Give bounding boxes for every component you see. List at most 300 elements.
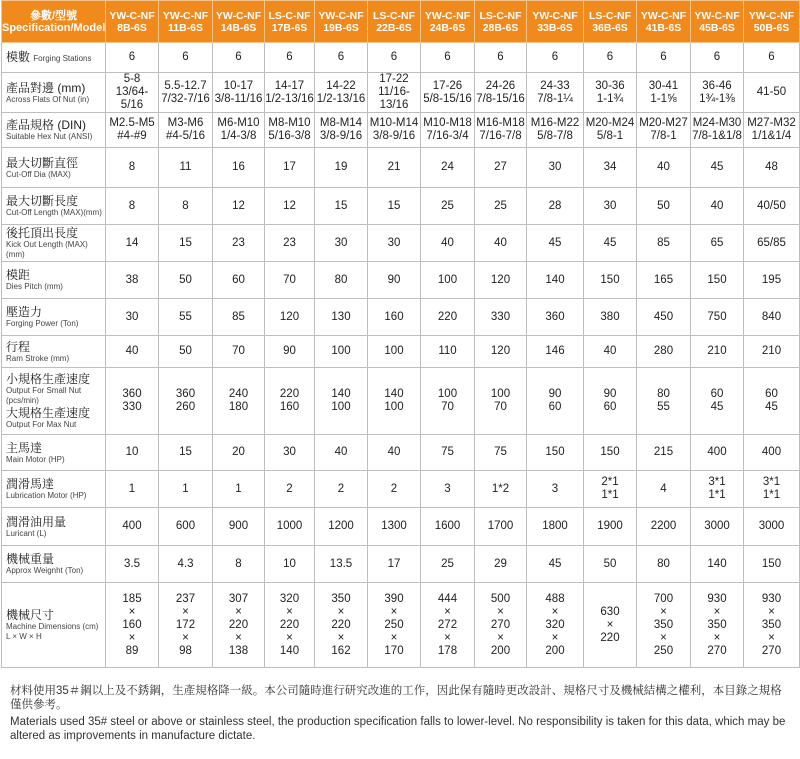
table-cell: 1800 — [527, 508, 584, 546]
row-label — [2, 73, 106, 113]
table-cell: 30-41 1-1⅝ — [637, 73, 691, 113]
table-cell: 14-22 1/2-13/16 — [315, 73, 368, 113]
table-cell: 120 — [475, 336, 527, 368]
table-cell: 25 — [421, 546, 475, 583]
table-cell: 488 × 320 × 200 — [527, 583, 584, 668]
table-cell: M6-M10 1/4-3/8 — [213, 113, 265, 148]
model-number: 45B-6S — [699, 21, 735, 34]
table-cell: 13.5 — [315, 546, 368, 583]
table-cell: 80 — [637, 546, 691, 583]
table-cell: 100 — [421, 262, 475, 299]
table-cell: 28 — [527, 188, 584, 225]
table-cell: 400 — [744, 435, 800, 471]
table-cell: 34 — [584, 148, 637, 188]
table-cell: 45 — [691, 148, 744, 188]
label-en: Kick Out Length (MAX)(mm) — [6, 240, 88, 259]
table-cell: 10-17 3/8-11/16 — [213, 73, 265, 113]
table-cell: M3-M6 #4-5/16 — [159, 113, 213, 148]
table-cell: 6 — [159, 43, 213, 73]
table-row — [2, 299, 800, 336]
table-cell: 45 — [527, 225, 584, 262]
table-cell: 2200 — [637, 508, 691, 546]
table-row — [2, 368, 800, 435]
model-series: LS-C-NF — [373, 9, 415, 22]
table-cell: 307 × 220 × 138 — [213, 583, 265, 668]
footer-note-zh: 材料使用35＃鋼以上及不銹鋼，生產規格降一級。本公司隨時進行研究改進的工作，因此保有隨時更改設計、規格尺寸及機械結構之權利，本目錄之規格僅供參考。 — [10, 685, 782, 711]
table-cell: 11 — [159, 148, 213, 188]
table-row — [2, 336, 800, 368]
table-cell: 220 160 — [265, 368, 315, 435]
table-cell: 600 — [159, 508, 213, 546]
table-cell: 840 — [744, 299, 800, 336]
table-cell: 15 — [159, 225, 213, 262]
table-cell: 237 × 172 × 98 — [159, 583, 213, 668]
table-cell: 75 — [475, 435, 527, 471]
label-zh: 模距 — [6, 268, 31, 282]
spec-model-header — [2, 1, 106, 43]
table-cell: 90 — [265, 336, 315, 368]
table-cell: 140 — [691, 546, 744, 583]
table-cell: 24-33 7/8-1¼ — [527, 73, 584, 113]
table-cell: 1000 — [265, 508, 315, 546]
table-cell: 400 — [691, 435, 744, 471]
table-cell: M8-M14 3/8-9/16 — [315, 113, 368, 148]
table-cell: 29 — [475, 546, 527, 583]
table-cell: 400 — [106, 508, 159, 546]
label-en: Forging Power (Ton) — [6, 319, 79, 328]
row-label — [2, 368, 106, 435]
table-cell: 140 — [527, 262, 584, 299]
table-cell: 25 — [421, 188, 475, 225]
table-cell: 185 × 160 × 89 — [106, 583, 159, 668]
table-cell: 36-46 1¾-1⅜ — [691, 73, 744, 113]
table-cell: 38 — [106, 262, 159, 299]
table-cell: 30 — [368, 225, 421, 262]
table-cell: 50 — [584, 546, 637, 583]
table-cell: M27-M32 1/1&1/4 — [744, 113, 800, 148]
label-en: Across Flats Of Nut (in) — [6, 94, 90, 104]
table-cell: 450 — [637, 299, 691, 336]
model-number: 8B-6S — [117, 21, 147, 34]
table-cell: 6 — [584, 43, 637, 73]
label-zh: 產品對邊 (mm) — [6, 80, 86, 95]
table-cell: 380 — [584, 299, 637, 336]
table-cell: 17 — [368, 546, 421, 583]
table-cell: 80 55 — [637, 368, 691, 435]
table-cell: 100 70 — [475, 368, 527, 435]
table-cell: M16-M18 7/16-7/8 — [475, 113, 527, 148]
table-cell: 40/50 — [744, 188, 800, 225]
table-row — [2, 113, 800, 148]
table-cell: 3 — [421, 471, 475, 508]
row-label — [2, 336, 106, 368]
table-cell: 100 70 — [421, 368, 475, 435]
model-series: YW-C-NF — [318, 9, 364, 22]
model-header — [637, 1, 691, 43]
table-cell: 930 × 350 × 270 — [691, 583, 744, 668]
label-en: Approx Weignht (Ton) — [6, 566, 84, 575]
table-cell: 100 — [315, 336, 368, 368]
label-zh: 壓造力 — [6, 305, 43, 319]
table-cell: 90 60 — [527, 368, 584, 435]
table-cell: 17 — [265, 148, 315, 188]
table-cell: 360 260 — [159, 368, 213, 435]
table-cell: 220 — [421, 299, 475, 336]
table-cell: 55 — [159, 299, 213, 336]
label-en: Forging Stations — [33, 54, 92, 63]
table-cell: 6 — [691, 43, 744, 73]
table-cell: 210 — [744, 336, 800, 368]
table-cell: 50 — [637, 188, 691, 225]
table-cell: 1 — [213, 471, 265, 508]
label-en: Dies Pitch (mm) — [6, 282, 63, 291]
table-cell: 240 180 — [213, 368, 265, 435]
table-cell: 140 100 — [315, 368, 368, 435]
table-cell: 30 — [106, 299, 159, 336]
table-cell: 8 — [106, 188, 159, 225]
table-cell: 8 — [159, 188, 213, 225]
table-cell: 8 — [213, 546, 265, 583]
table-row — [2, 43, 800, 73]
table-cell: 70 — [265, 262, 315, 299]
table-cell: 320 × 220 × 140 — [265, 583, 315, 668]
row-label — [2, 299, 106, 336]
table-cell: 120 — [475, 262, 527, 299]
table-cell: 6 — [744, 43, 800, 73]
row-label — [2, 225, 106, 262]
model-number: 28B-6S — [482, 21, 519, 34]
model-series: YW-C-NF — [748, 9, 795, 22]
table-cell: 3000 — [691, 508, 744, 546]
table-row — [2, 262, 800, 299]
table-row — [2, 188, 800, 225]
table-cell: 150 — [584, 435, 637, 471]
table-cell: 2 — [368, 471, 421, 508]
table-cell: 85 — [637, 225, 691, 262]
label-zh: 機械重量 — [6, 552, 55, 566]
table-cell: 24-26 7/8-15/16 — [475, 73, 527, 113]
table-cell: 900 — [213, 508, 265, 546]
table-cell: 4.3 — [159, 546, 213, 583]
table-cell: 48 — [744, 148, 800, 188]
model-number: 14B-6S — [220, 21, 257, 34]
label-en: Lubrication Motor (HP) — [6, 491, 87, 500]
table-cell: 2 — [315, 471, 368, 508]
table-row — [2, 148, 800, 188]
table-cell: 500 × 270 × 200 — [475, 583, 527, 668]
table-cell: 14-17 1/2-13/16 — [265, 73, 315, 113]
table-cell: 27 — [475, 148, 527, 188]
table-cell: 19 — [315, 148, 368, 188]
table-cell: M10-M14 3/8-9/16 — [368, 113, 421, 148]
table-cell: M16-M22 5/8-7/8 — [527, 113, 584, 148]
label-en: Cut-Off Length (MAX)(mm) — [6, 208, 102, 217]
table-cell: 210 — [691, 336, 744, 368]
model-series: YW-C-NF — [215, 9, 262, 22]
model-number: 50B-6S — [753, 21, 790, 34]
row-label — [2, 435, 106, 471]
model-series: YW-C-NF — [532, 9, 578, 22]
table-cell: 41-50 — [744, 73, 800, 113]
header-row — [2, 1, 800, 43]
table-cell: 195 — [744, 262, 800, 299]
table-cell: 50 — [159, 336, 213, 368]
model-header — [475, 1, 527, 43]
model-number: 33B-6S — [537, 21, 573, 34]
model-header — [691, 1, 744, 43]
spec-header-en: Specification/Model — [2, 21, 106, 34]
label-zh: 機械尺寸 — [6, 608, 55, 622]
table-cell: 165 — [637, 262, 691, 299]
spec-header-zh: 參數/型號 — [29, 9, 78, 22]
table-cell: 30 — [527, 148, 584, 188]
model-series: LS-C-NF — [268, 9, 311, 22]
model-header — [315, 1, 368, 43]
table-cell: 6 — [213, 43, 265, 73]
table-cell: 30-36 1-1¾ — [584, 73, 637, 113]
table-cell: 24 — [421, 148, 475, 188]
table-cell: 444 × 272 × 178 — [421, 583, 475, 668]
table-cell: 4 — [637, 471, 691, 508]
model-header — [106, 1, 159, 43]
label-zh: 小規格生產速度 — [6, 372, 91, 386]
table-cell: 350 × 220 × 162 — [315, 583, 368, 668]
model-number: 22B-6S — [376, 21, 412, 34]
table-cell: 100 — [368, 336, 421, 368]
table-cell: 40 — [106, 336, 159, 368]
table-cell: 65 — [691, 225, 744, 262]
label-zh: 最大切斷長度 — [6, 194, 79, 208]
model-header — [744, 1, 800, 43]
table-cell: 30 — [315, 225, 368, 262]
table-cell: 1 — [159, 471, 213, 508]
table-cell: 6 — [106, 43, 159, 73]
table-cell: 160 — [368, 299, 421, 336]
label-zh: 模數 — [6, 50, 31, 64]
table-cell: 10 — [265, 546, 315, 583]
table-cell: 5.5-12.7 7/32-7/16 — [159, 73, 213, 113]
table-cell: 1600 — [421, 508, 475, 546]
table-cell: 30 — [584, 188, 637, 225]
table-cell: M2.5-M5 #4-#9 — [106, 113, 159, 148]
table-cell: 90 — [368, 262, 421, 299]
model-series: YW-C-NF — [640, 9, 687, 22]
label-en-2: Output For Max Nut — [6, 420, 77, 429]
table-cell: 150 — [691, 262, 744, 299]
table-cell: 16 — [213, 148, 265, 188]
row-label — [2, 471, 106, 508]
model-header — [213, 1, 265, 43]
model-series: YW-C-NF — [109, 9, 155, 22]
row-label — [2, 43, 106, 73]
specification-table — [1, 0, 800, 668]
table-cell: 140 100 — [368, 368, 421, 435]
label-en: Suitable Hex Nut (ANSI) — [6, 132, 93, 141]
table-cell: 6 — [421, 43, 475, 73]
table-row — [2, 435, 800, 471]
table-cell: 2 — [265, 471, 315, 508]
table-cell: 6 — [315, 43, 368, 73]
table-cell: 5-8 13/64-5/16 — [106, 73, 159, 113]
table-cell: 12 — [213, 188, 265, 225]
row-label — [2, 508, 106, 546]
table-cell: 85 — [213, 299, 265, 336]
table-cell: 40 — [584, 336, 637, 368]
model-header — [159, 1, 213, 43]
label-zh: 最大切斷直徑 — [6, 155, 79, 170]
table-cell: 40 — [368, 435, 421, 471]
table-cell: 15 — [315, 188, 368, 225]
table-row — [2, 546, 800, 583]
row-label — [2, 113, 106, 148]
label-en: Output For Small Nut (pcs/min) — [6, 386, 82, 405]
table-cell: 90 60 — [584, 368, 637, 435]
table-cell: M8-M10 5/16-3/8 — [265, 113, 315, 148]
table-cell: 3 — [527, 471, 584, 508]
table-cell: 40 — [475, 225, 527, 262]
model-header — [265, 1, 315, 43]
table-cell: 6 — [368, 43, 421, 73]
table-cell: 280 — [637, 336, 691, 368]
footer-notes — [10, 684, 790, 746]
table-cell: 930 × 350 × 270 — [744, 583, 800, 668]
label-zh: 主馬達 — [6, 440, 43, 455]
table-cell: 3*1 1*1 — [744, 471, 800, 508]
table-cell: 1 — [106, 471, 159, 508]
table-cell: 20 — [213, 435, 265, 471]
table-cell: 40 — [421, 225, 475, 262]
table-cell: 6 — [475, 43, 527, 73]
model-series: YW-C-NF — [162, 9, 209, 22]
table-cell: 17-26 5/8-15/16 — [421, 73, 475, 113]
model-series: YW-C-NF — [424, 9, 471, 22]
model-series: LS-C-NF — [479, 9, 522, 22]
table-cell: 40 — [637, 148, 691, 188]
model-series: YW-C-NF — [694, 9, 740, 22]
label-zh: 後托頂出長度 — [6, 226, 79, 240]
table-cell: 3*1 1*1 — [691, 471, 744, 508]
table-cell: 3.5 — [106, 546, 159, 583]
model-number: 17B-6S — [271, 21, 308, 34]
table-cell: 65/85 — [744, 225, 800, 262]
model-header — [368, 1, 421, 43]
table-cell: 630 × 220 — [584, 583, 637, 668]
label-en: Ram Stroke (mm) — [6, 353, 70, 363]
table-cell: 3000 — [744, 508, 800, 546]
label-en: Luricant (L) — [6, 528, 47, 538]
row-label — [2, 148, 106, 188]
table-cell: 146 — [527, 336, 584, 368]
label-zh: 行程 — [6, 339, 31, 354]
table-row — [2, 583, 800, 668]
footer-note-en: Materials used 35# steel or above or stainless steel, the production specification falls to lower-level. No responsibility is taken for this data, which may be altered as improvements in manufacture dictate. — [10, 716, 786, 742]
model-header — [527, 1, 584, 43]
table-cell: 14 — [106, 225, 159, 262]
table-cell: 60 45 — [744, 368, 800, 435]
table-cell: 75 — [421, 435, 475, 471]
table-cell: 1700 — [475, 508, 527, 546]
table-cell: 1*2 — [475, 471, 527, 508]
table-cell: 60 — [213, 262, 265, 299]
table-cell: M20-M24 5/8-1 — [584, 113, 637, 148]
table-cell: 1900 — [584, 508, 637, 546]
model-number: 36B-6S — [592, 21, 628, 34]
table-cell: 215 — [637, 435, 691, 471]
label-zh-2: 大規格生產速度 — [6, 406, 91, 420]
table-cell: 1200 — [315, 508, 368, 546]
table-row — [2, 73, 800, 113]
table-row — [2, 471, 800, 508]
table-cell: 23 — [213, 225, 265, 262]
table-cell: M24-M30 7/8-1&1/8 — [691, 113, 744, 148]
table-cell: 150 — [584, 262, 637, 299]
table-cell: 23 — [265, 225, 315, 262]
row-label — [2, 262, 106, 299]
row-label — [2, 546, 106, 583]
label-en: Main Motor (HP) — [6, 454, 65, 464]
table-cell: 45 — [584, 225, 637, 262]
model-header — [421, 1, 475, 43]
table-cell: 1300 — [368, 508, 421, 546]
label-zh: 潤滑馬達 — [6, 477, 55, 491]
table-cell: 10 — [106, 435, 159, 471]
table-cell: 6 — [527, 43, 584, 73]
table-cell: 12 — [265, 188, 315, 225]
table-cell: 130 — [315, 299, 368, 336]
table-cell: 330 — [475, 299, 527, 336]
table-cell: 15 — [159, 435, 213, 471]
table-cell: 2*1 1*1 — [584, 471, 637, 508]
model-number: 41B-6S — [645, 21, 682, 34]
model-number: 19B-6S — [323, 21, 359, 34]
table-cell: 6 — [265, 43, 315, 73]
table-cell: 150 — [744, 546, 800, 583]
table-row — [2, 225, 800, 262]
table-cell: 80 — [315, 262, 368, 299]
label-zh: 潤滑油用量 — [6, 514, 67, 529]
table-cell: 17-22 11/16-13/16 — [368, 73, 421, 113]
table-cell: 110 — [421, 336, 475, 368]
table-cell: 21 — [368, 148, 421, 188]
table-cell: 6 — [637, 43, 691, 73]
table-cell: 390 × 250 × 170 — [368, 583, 421, 668]
table-cell: 750 — [691, 299, 744, 336]
table-cell: M20-M27 7/8-1 — [637, 113, 691, 148]
table-cell: 30 — [265, 435, 315, 471]
table-row — [2, 508, 800, 546]
table-cell: 360 — [527, 299, 584, 336]
model-number: 11B-6S — [167, 21, 204, 34]
table-cell: 45 — [527, 546, 584, 583]
table-cell: 700 × 350 × 250 — [637, 583, 691, 668]
table-cell: 120 — [265, 299, 315, 336]
table-cell: 40 — [315, 435, 368, 471]
model-number: 24B-6S — [429, 21, 466, 34]
label-zh: 產品規格 (DIN) — [6, 118, 86, 132]
table-cell: 15 — [368, 188, 421, 225]
table-cell: 70 — [213, 336, 265, 368]
row-label — [2, 583, 106, 668]
label-en: Cut-Off Dia (MAX) — [6, 169, 71, 179]
table-cell: 150 — [527, 435, 584, 471]
table-cell: 360 330 — [106, 368, 159, 435]
table-cell: M10-M18 7/16-3/4 — [421, 113, 475, 148]
table-cell: 25 — [475, 188, 527, 225]
table-cell: 60 45 — [691, 368, 744, 435]
label-en: Machine Dimensions (cm) L × W × H — [6, 622, 99, 641]
table-cell: 40 — [691, 188, 744, 225]
model-header — [584, 1, 637, 43]
